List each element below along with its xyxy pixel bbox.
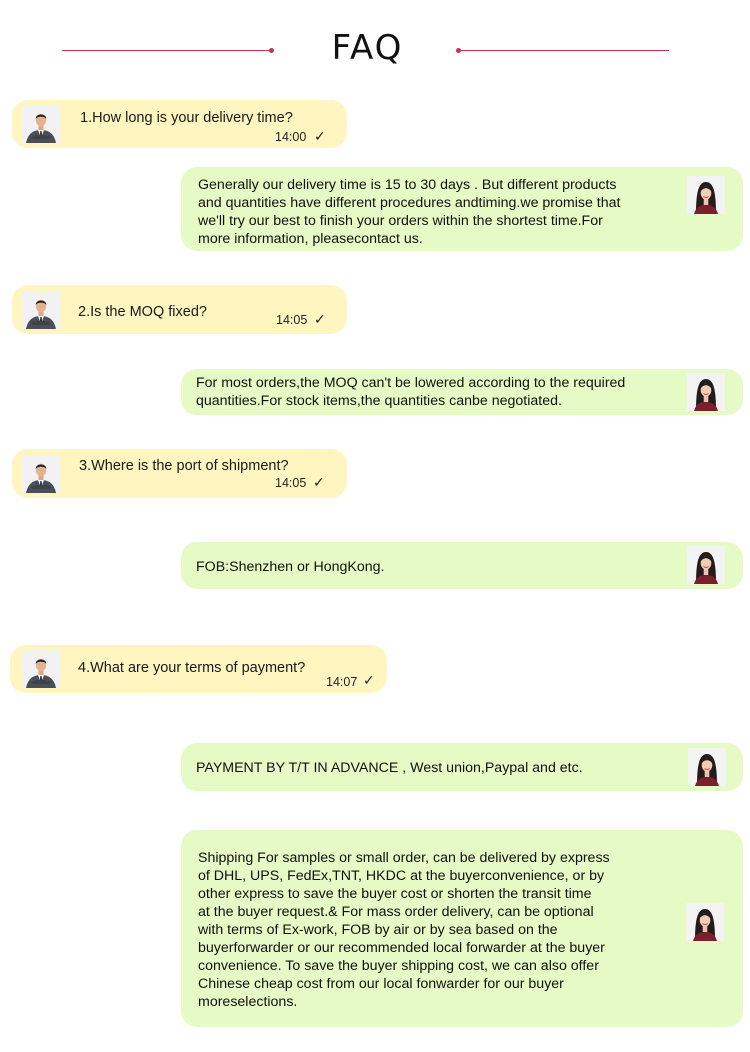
question-text: 3.Where is the port of shipment? [79,458,289,474]
answer-bubble-4 [181,743,743,791]
answer-line: more information, pleasecontact us. [198,231,423,247]
businessman-avatar-icon [22,650,60,688]
question-bubble-4 [10,645,387,693]
woman-avatar-icon [688,748,726,786]
answer-line: convenience. To save the buyer shipping cost, we can also offer [198,958,599,974]
message-time: 14:05 [275,476,307,490]
answer-text [196,558,385,576]
answer-bubble-2 [181,369,743,415]
question-bubble-2 [12,285,347,334]
right-divider-line [458,50,669,51]
answer-line: quantities.For stock items,the quantities canbe negotiated. [196,393,562,409]
woman-avatar-icon [687,176,725,214]
question-bubble-1 [12,100,347,148]
shipping-answer-bubble [181,830,743,1027]
question-text: 2.Is the MOQ fixed? [78,304,207,320]
checkmark-icon: ✓ [314,311,326,327]
answer-line: For most orders,the MOQ can't be lowered according to the required [196,375,626,391]
answer-line: Chinese cheap cost from our local fonwarder for our buyer [198,976,564,992]
message-time: 14:00 [275,130,307,144]
answer-bubble-1 [181,167,743,251]
answer-line: other express to save the buyer cost or shorten the transit time [198,886,592,902]
message-time: 14:05 [276,313,308,327]
businessman-avatar-icon [22,291,60,329]
question-text: 1.How long is your delivery time? [80,110,293,126]
answer-line: at the buyer request.& For mass order delivery, can be optional [198,904,594,920]
answer-line: we'll try our best to finish your orders within the shortest time.For [198,213,603,229]
answer-line: Generally our delivery time is 15 to 30 days . But different products [198,177,617,193]
woman-avatar-icon [687,546,725,584]
checkmark-icon: ✓ [363,672,375,688]
answer-line: and quantities have different procedures andtiming.we promise that [198,195,621,211]
answer-line: FOB:Shenzhen or HongKong. [196,559,385,575]
answer-line: PAYMENT BY T/T IN ADVANCE , West union,Paypal and etc. [196,760,583,776]
answer-text [198,176,620,248]
answer-text [196,374,625,410]
answer-line: with terms of Ex-work, FOB by air or by sea based on the [198,922,558,938]
answer-text [196,759,583,777]
answer-line: of DHL, UPS, FedEx,TNT, HKDC at the buyerconvenience, or by [198,868,605,884]
answer-bubble-3 [181,542,743,589]
question-text: 4.What are your terms of payment? [78,660,306,676]
message-time: 14:07 [326,675,358,689]
answer-line: moreselections. [198,994,298,1010]
page-title: FAQ [331,28,404,68]
answer-line: Shipping For samples or small order, can be delivered by express [198,850,610,866]
shipping-text [198,849,610,1011]
checkmark-icon: ✓ [313,474,325,490]
question-bubble-3 [12,449,347,498]
woman-avatar-icon [687,373,725,411]
faq-header [0,0,750,100]
businessman-avatar-icon [22,455,60,493]
checkmark-icon: ✓ [314,128,326,144]
answer-line: buyerforwarder or our recommended local forwarder at the buyer [198,940,605,956]
woman-avatar-icon [686,903,724,941]
businessman-avatar-icon [22,105,60,143]
